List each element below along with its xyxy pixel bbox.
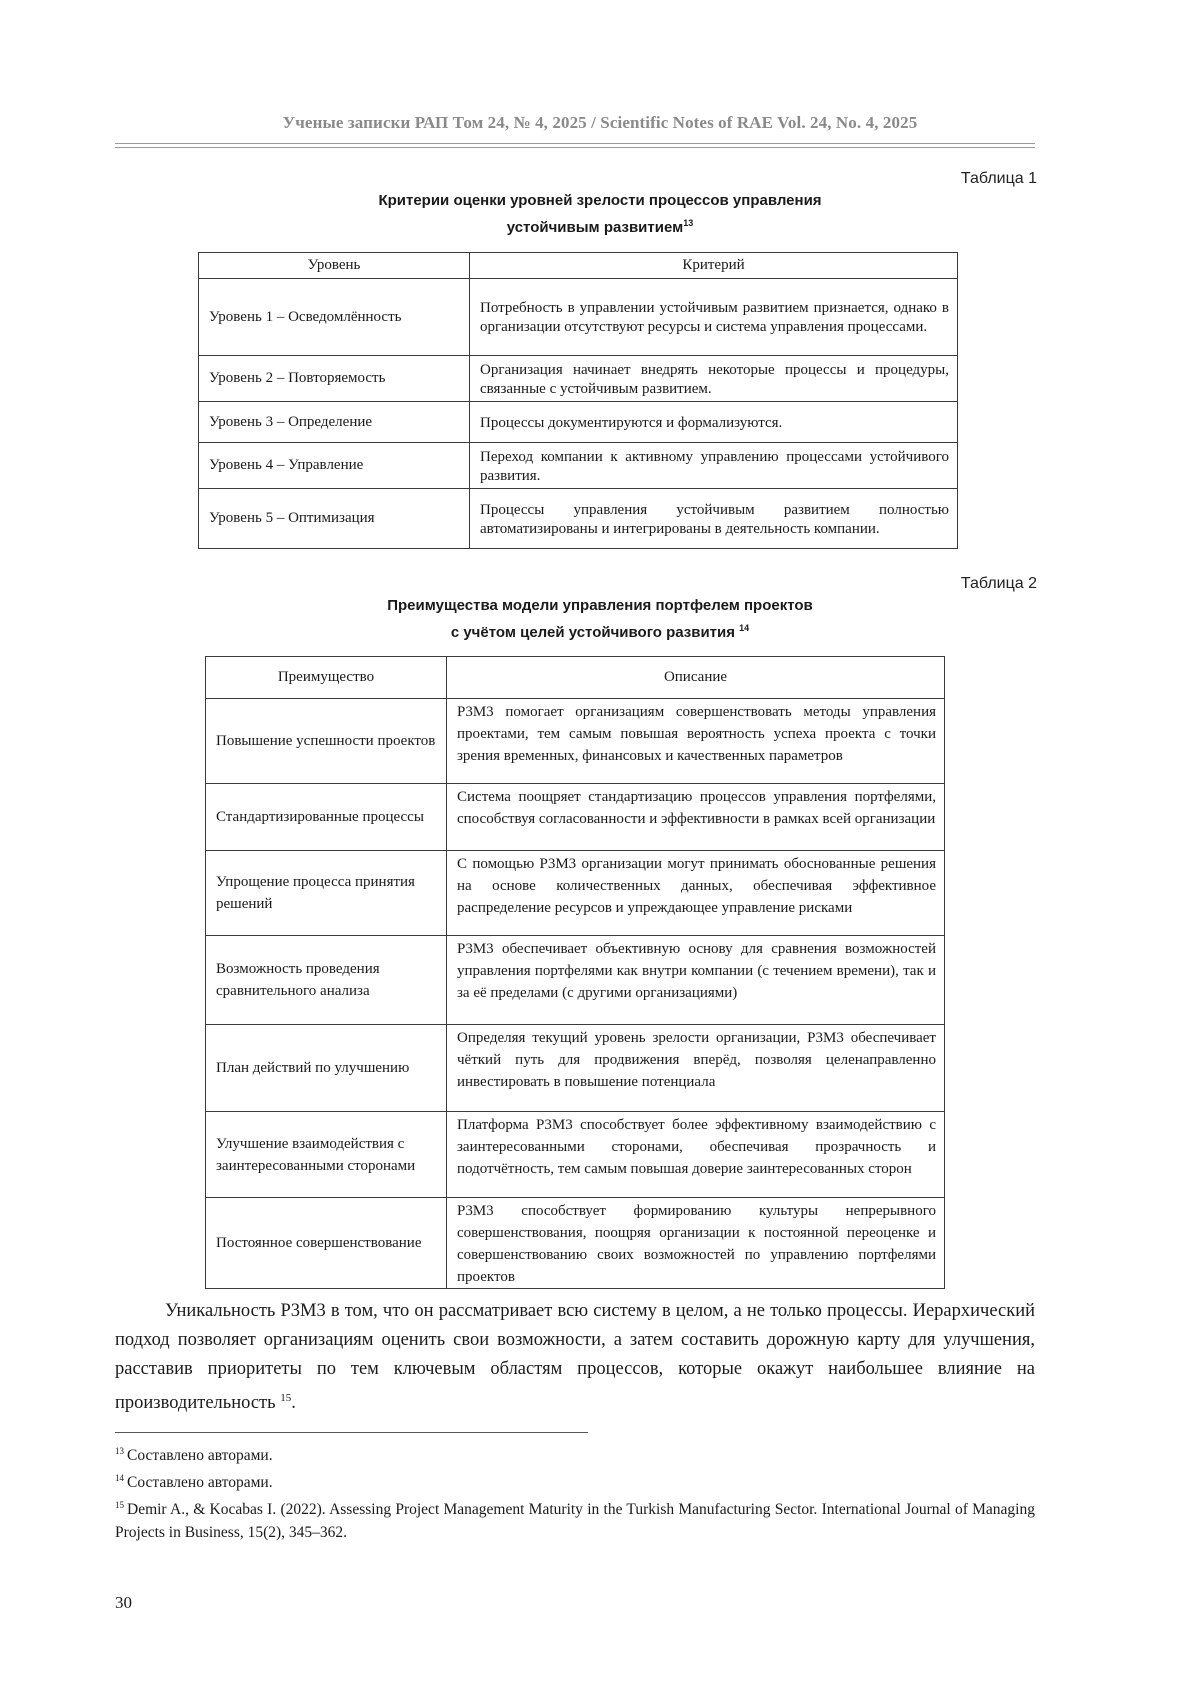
level-cell: Уровень 2 – Повторяемость [199,356,470,402]
description-cell: С помощью P3M3 организации могут принимать обоснованные решения на основе количественных данных, обеспечивая эффективное распределение ресурсов и упреждающее управление рисками [447,851,945,936]
description-cell: P3M3 обеспечивает объективную основу для сравнения возможностей управления портфелями как внутри компании (с течением времени), так и за её пределами (с другими организациями) [447,936,945,1025]
table-row [206,936,945,1025]
table1-caption-line1: Критерии оценки уровней зрелости процессов управления [378,192,822,209]
table1-caption [0,190,1200,239]
advantage-cell: План действий по улучшению [206,1025,447,1112]
description-cell: Система поощряет стандартизацию процессов управления портфелями, способствуя согласованности и эффективности в рамках всей организации [447,784,945,851]
table-row [206,1112,945,1198]
criterion-cell: Переход компании к активному управлению процессами устойчивого развития. [470,443,958,489]
table-header-row [199,253,958,279]
description-cell: Определяя текущий уровень зрелости организации, P3M3 обеспечивает чёткий путь для продвижения вперёд, позволяя целенаправленно инвестировать в повышение потенциала [447,1025,945,1112]
advantage-cell: Стандартизированные процессы [206,784,447,851]
table2-caption-line1: Преимущества модели управления портфелем проектов [387,597,813,614]
advantage-cell: Повышение успешности проектов [206,699,447,784]
table1-caption-line2: устойчивым развитием$^{13}$ [506,218,694,236]
criterion-cell: Процессы документируются и формализуются. [470,402,958,443]
criterion-cell: Потребность в управлении устойчивым развитием признается, однако в организации отсутствуют ресурсы и система управления процессами. [470,279,958,356]
table-row [199,402,958,443]
level-cell: Уровень 5 – Оптимизация [199,489,470,549]
column-header-criterion: Критерий [470,253,958,279]
table-row [199,356,958,402]
table-row [206,851,945,936]
header-rule-bottom [115,147,1035,148]
page-number: 30 [115,1593,132,1612]
footnotes [115,1440,1035,1544]
level-cell: Уровень 4 – Управление [199,443,470,489]
advantage-cell: Постоянное совершенствование [206,1198,447,1289]
table2-caption [0,595,1200,644]
table-row [206,1025,945,1112]
criterion-cell: Процессы управления устойчивым развитием полностью автоматизированы и интегрированы в деятельность компании. [470,489,958,549]
table2-footnote-ref: 14 [739,623,750,633]
level-cell: Уровень 3 – Определение [199,402,470,443]
table-row [206,1198,945,1289]
footnote-15: $^{15}$ Demir A., & Kocabas I. (2022). Assessing Project Management Maturity in the Turkish Manufacturing Sector. International Journal of Managing Projects in Business, 15(2), 345–362. [115,1500,1035,1541]
table-row [199,489,958,549]
footnote-13: $^{13}$ Составлено авторами. [115,1446,273,1464]
column-header-level: Уровень [199,253,470,279]
description-cell: Платформа P3M3 способствует более эффективному взаимодействию с заинтересованными сторонами, обеспечивая прозрачность и подотчётность, тем самым повышая доверие заинтересованных сторон [447,1112,945,1198]
table-row [206,784,945,851]
table2-caption-line2: с учётом целей устойчивого развития $^{14}$ [450,623,750,641]
level-cell: Уровень 1 – Осведомлённость [199,279,470,356]
footnote-14: $^{14}$ Составлено авторами. [115,1473,273,1491]
table1-footnote-ref: 13 [683,218,694,228]
table2-label: Таблица 2 [960,575,1037,592]
body-paragraph-text: Уникальность P3M3 в том, что он рассматривает всю систему в целом, а не только процессы. Иерархический подход позволяет организациям оценить свои возможности, а затем составить дорожную карту для улучшения, расставив приоритеты по тем ключевым областям процессов, которые окажут наибольшее влияние на производительность [115,1301,1035,1413]
table-row [199,443,958,489]
body-footnote-ref: 15 [280,1392,292,1404]
table1-label: Таблица 1 [960,170,1037,187]
criterion-cell: Организация начинает внедрять некоторые процессы и процедуры, связанные с устойчивым развитием. [470,356,958,402]
advantage-cell: Возможность проведения сравнительного анализа [206,936,447,1025]
column-header-description: Описание [447,657,945,699]
description-cell: P3M3 помогает организациям совершенствовать методы управления проектами, тем самым повышая вероятность успеха проекта с точки зрения временных, финансовых и качественных параметров [447,699,945,784]
maturity-criteria-table [198,252,958,549]
table-row [206,699,945,784]
running-head: Ученые записки РАП Том 24, № 4, 2025 / Scientific Notes of RAE Vol. 24, No. 4, 2025 [282,113,918,132]
footnote-separator [115,1432,588,1433]
header-rule-top [115,143,1035,144]
advantage-cell: Улучшение взаимодействия с заинтересованными сторонами [206,1112,447,1198]
table-header-row [206,657,945,699]
body-paragraph [115,1297,1035,1418]
table-row [199,279,958,356]
p3m3-advantages-table [205,656,945,1289]
advantage-cell: Упрощение процесса принятия решений [206,851,447,936]
body-paragraph-end: . [291,1393,296,1413]
column-header-advantage: Преимущество [206,657,447,699]
description-cell: P3M3 способствует формированию культуры непрерывного совершенствования, поощряя организации к постоянной переоценке и совершенствованию своих возможностей по управлению портфелями проектов [447,1198,945,1289]
